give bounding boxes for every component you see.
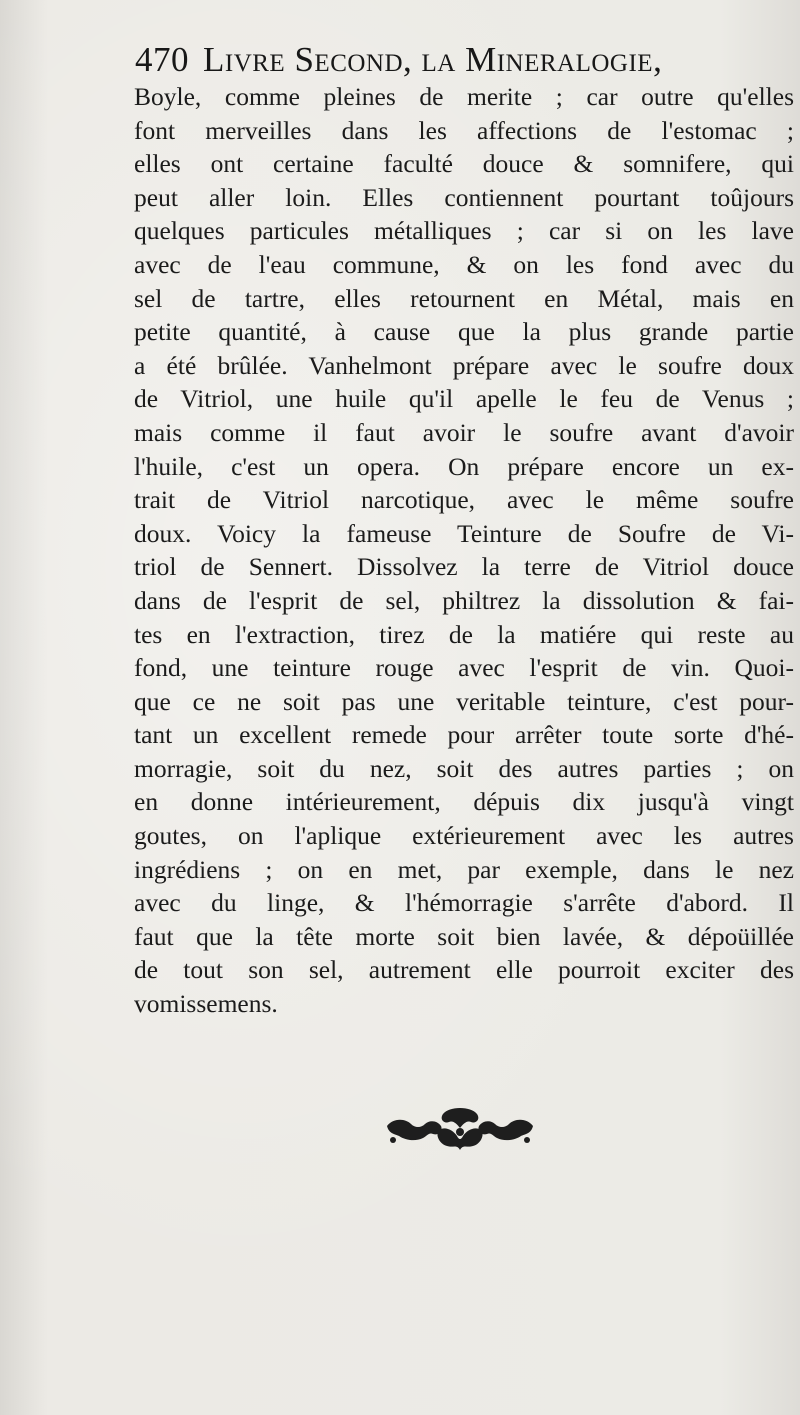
text-line-3: elles ont certaine faculté douce & somnifere, qui	[134, 149, 794, 179]
text-line-13: trait de Vitriol narcotique, avec le même soufre	[134, 485, 794, 515]
text-line-15: triol de Sennert. Dissolvez la terre de Vitriol douce	[134, 552, 794, 582]
text-line-21: morragie, soit du nez, soit des autres parties ; on	[134, 753, 794, 783]
text-line-12: l'huile, c'est un opera. On prépare encore un ex-	[134, 451, 794, 481]
text-line-16: dans de l'esprit de sel, philtrez la dissolution & fai-	[134, 585, 794, 615]
text-line-23: goutes, on l'aplique extérieurement avec les autres	[134, 821, 794, 851]
text-line-19: que ce ne soit pas une veritable teinture, c'est pour-	[134, 686, 794, 716]
printers-ornament-icon	[383, 1104, 537, 1154]
text-line-7: sel de tartre, elles retournent en Métal, mais en	[134, 283, 794, 313]
text-line-6: avec de l'eau commune, & on les fond avec du	[134, 249, 794, 279]
text-line-24: ingrédiens ; on en met, par exemple, dans le nez	[134, 854, 794, 884]
text-line-1: Boyle, comme pleines de merite ; car outre qu'elles	[134, 82, 794, 111]
text-line-11: mais comme il faut avoir le soufre avant d'avoir	[134, 417, 794, 447]
text-line-14: doux. Voicy la fameuse Teinture de Soufre de Vi-	[134, 518, 794, 548]
text-line-26: faut que la tête morte soit bien lavée, & dépoüillée	[134, 921, 794, 951]
text-line-5: quelques particules métalliques ; car si on les lave	[134, 216, 794, 246]
text-line-17: tes en l'extraction, tirez de la matiére qui reste au	[134, 619, 794, 649]
text-line-2: font merveilles dans les affections de l'estomac ;	[134, 115, 794, 145]
page-number: 470	[135, 40, 189, 79]
text-line-18: fond, une teinture rouge avec l'esprit de vin. Quoi-	[134, 653, 794, 683]
text-line-27: de tout son sel, autrement elle pourroit exciter des	[134, 955, 794, 985]
text-line-25: avec du linge, & l'hémorragie s'arrête d'abord. Il	[134, 888, 794, 918]
text-line-22: en donne intérieurement, dépuis dix jusqu'à vingt	[134, 787, 794, 817]
text-line-20: tant un excellent remede pour arrêter toute sorte d'hé-	[134, 720, 794, 750]
text-line-28: vomissemens.	[134, 989, 278, 1019]
text-line-4: peut aller loin. Elles contiennent pourtant toûjours	[134, 182, 794, 212]
text-line-9: a été brûlée. Vanhelmont prépare avec le soufre doux	[134, 350, 794, 380]
body-text	[134, 80, 794, 1021]
text-line-10: de Vitriol, une huile qu'il apelle le feu de Venus ;	[134, 384, 794, 414]
text-line-8: petite quantité, à cause que la plus grande partie	[134, 317, 794, 347]
running-title: Livre Second, la Mineralogie,	[203, 40, 663, 79]
